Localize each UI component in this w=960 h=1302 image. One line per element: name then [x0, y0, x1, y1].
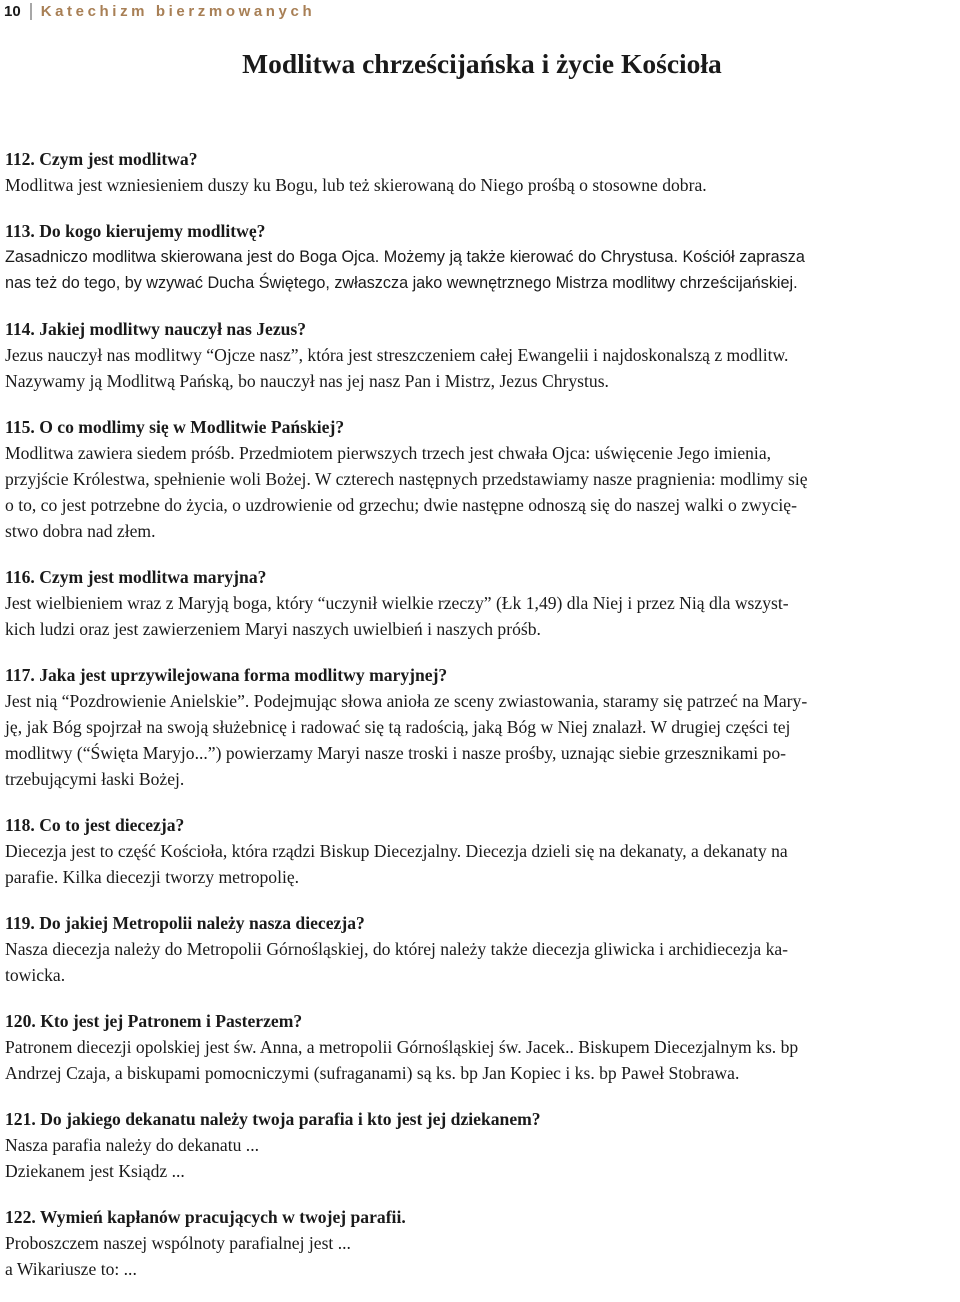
qa-section-118	[5, 812, 949, 890]
qa-section-115	[5, 414, 949, 544]
catechism-content	[5, 146, 949, 1302]
question: 120. Kto jest jej Patronem i Pasterzem?	[5, 1011, 303, 1031]
answer-line: Nasza parafia należy do dekanatu ...	[5, 1135, 260, 1155]
qa-section-113	[5, 218, 949, 296]
answer-line: parafie. Kilka diecezji tworzy metropolię.	[5, 867, 300, 887]
question: 112. Czym jest modlitwa?	[5, 149, 198, 169]
header-divider	[30, 3, 32, 20]
answer-line: kich ludzi oraz jest zawierzeniem Maryi naszych uwielbień i naszych próśb.	[5, 619, 541, 639]
answer-line: towicka.	[5, 965, 66, 985]
question: 117. Jaka jest uprzywilejowana forma modlitwy maryjnej?	[5, 665, 448, 685]
question: 118. Co to jest diecezja?	[5, 815, 185, 835]
answer-line: Nazywamy ją Modlitwą Pańską, bo nauczył nas jej nasz Pan i Mistrz, Jezus Chrystus.	[5, 371, 609, 391]
question: 119. Do jakiej Metropolii należy nasza diecezja?	[5, 913, 365, 933]
answer-line: Patronem diecezji opolskiej jest św. Anna, a metropolii Górnośląskiej św. Jacek.. Biskupem Diecezjalnym ks. bp	[5, 1037, 799, 1057]
qa-section-114	[5, 316, 949, 394]
qa-section-116	[5, 564, 949, 642]
answer-line: ję, jak Bóg spojrzał na swoją służebnicę i radować się tą radością, jaką Bóg w Niej znalazł. W drugiej części tej	[5, 717, 791, 737]
answer-line: przyjście Królestwa, spełnienie woli Bożej. W czterech następnych przedstawiamy nasze pragnienia: modlimy się	[5, 469, 808, 489]
answer-line: Zasadniczo modlitwa skierowana jest do Boga Ojca. Możemy ją także kierować do Chrystusa. Kościół zaprasza	[5, 248, 805, 266]
answer-line: o to, co jest potrzebne do życia, o uzdrowienie od grzechu; dwie następne odnoszą się do naszej walki o zwycię-	[5, 495, 797, 515]
answer-line: Modlitwa zawiera siedem próśb. Przedmiotem pierwszych trzech jest chwała Ojca: uświęcenie Jego imienia,	[5, 443, 772, 463]
question: 113. Do kogo kierujemy modlitwę?	[5, 221, 266, 241]
question: 115. O co modlimy się w Modlitwie Pańskiej?	[5, 417, 345, 437]
qa-section-117	[5, 662, 949, 792]
answer-line: Nasza diecezja należy do Metropolii Górnośląskiej, do której należy także diecezja gliwicka i archidiecezja ka-	[5, 939, 789, 959]
qa-section-120	[5, 1008, 949, 1086]
answer-line: Modlitwa jest wzniesieniem duszy ku Bogu, lub też skierowaną do Niego prośbą o stosowne dobra.	[5, 175, 707, 195]
answer-line: Jest wielbieniem wraz z Maryją boga, który “uczynił wielkie rzeczy” (Łk 1,49) dla Niej i przez Nią dla wszyst-	[5, 593, 789, 613]
answer-line: Andrzej Czaja, a biskupami pomocniczymi (sufraganami) są ks. bp Jan Kopiec i ks. bp Paweł Stobrawa.	[5, 1063, 740, 1083]
page-header	[4, 0, 315, 22]
answer-line: Dziekanem jest Ksiądz ...	[5, 1161, 185, 1181]
answer-line: modlitwy (“Święta Maryjo...”) powierzamy Maryi nasze troski i nasze prośby, uznając siebie grzesznikami po-	[5, 743, 787, 763]
question: 122. Wymień kapłanów pracujących w twojej parafii.	[5, 1207, 406, 1227]
answer-line: a Wikariusze to: ...	[5, 1259, 137, 1279]
answer-line: trzebującymi łaski Bożej.	[5, 769, 185, 789]
qa-section-122	[5, 1204, 949, 1282]
qa-section-121	[5, 1106, 949, 1184]
question: 114. Jakiej modlitwy nauczył nas Jezus?	[5, 319, 307, 339]
answer-line: Jezus nauczył nas modlitwy “Ojcze nasz”, która jest streszczeniem całej Ewangelii i najdoskonalszą z modlitw.	[5, 345, 789, 365]
answer-line: stwo dobra nad złem.	[5, 521, 156, 541]
page-title: Modlitwa chrześcijańska i życie Kościoła	[242, 48, 722, 79]
answer-line: Jest nią “Pozdrowienie Anielskie”. Podejmując słowa anioła ze sceny zwiastowania, staramy się patrzeć na Mary-	[5, 691, 808, 711]
qa-section-112	[5, 146, 949, 198]
question: 116. Czym jest modlitwa maryjna?	[5, 567, 267, 587]
page-number: 10	[4, 2, 21, 20]
qa-section-119	[5, 910, 949, 988]
running-title: Katechizm bierzmowanych	[40, 2, 316, 20]
answer-line: Proboszczem naszej wspólnoty parafialnej jest ...	[5, 1233, 351, 1253]
question: 121. Do jakiego dekanatu należy twoja parafia i kto jest jej dziekanem?	[5, 1109, 541, 1129]
answer-line: Diecezja jest to część Kościoła, która rządzi Biskup Diecezjalny. Diecezja dzieli się na dekanaty, a dekanaty na	[5, 841, 788, 861]
answer-line: nas też do tego, by wzywać Ducha Świętego, zwłaszcza jako wewnętrznego Mistrza modlitwy chrześcijańskiej.	[5, 274, 798, 292]
